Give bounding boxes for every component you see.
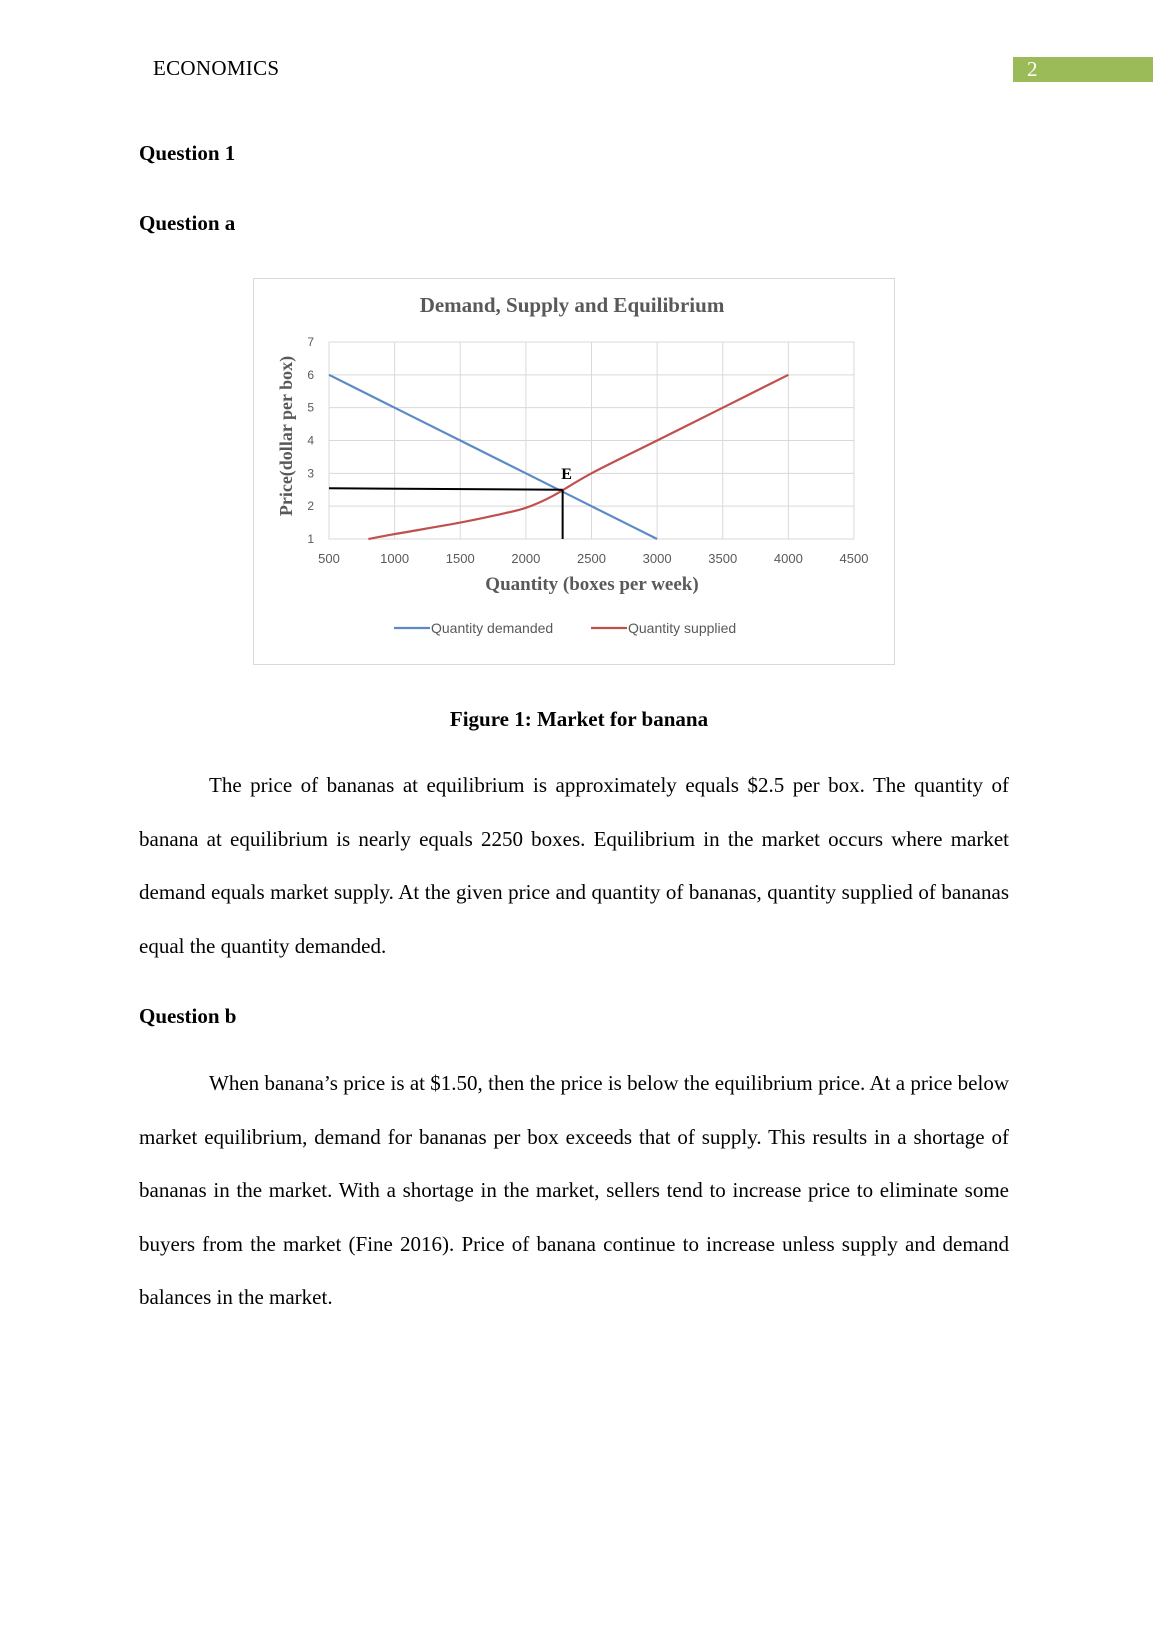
chart-title: Demand, Supply and Equilibrium [419,293,725,317]
demand-line [329,375,657,539]
heading-question-b: Question b [139,1004,237,1028]
running-header: ECONOMICS [153,56,280,80]
x-tick-label: 4500 [839,551,869,566]
chart-container [253,278,895,665]
x-tick-label: 500 [318,551,340,566]
y-tick-label: 2 [307,499,314,514]
legend-label: Quantity demanded [431,620,554,636]
x-tick-label: 4000 [773,551,803,566]
heading-question-1: Question 1 [139,141,236,165]
y-tick-label: 4 [307,433,314,448]
paragraph-answer-a: The price of bananas at equilibrium is approximately equals $2.5 per box. The quantity of banana at equilibrium is nearly equals 2250 boxes. Equilibrium in the market occurs where market demand equals market supply. At the given price and quantity of bananas, quantity supplied of bananas equal the quantity demanded. [139,773,1009,958]
y-tick-label: 1 [307,532,314,546]
y-tick-label: 5 [307,400,314,415]
x-tick-label: 2000 [511,551,541,566]
legend-label: Quantity supplied [628,620,737,636]
y-tick-label: 3 [307,466,314,481]
heading-question-a: Question a [139,211,236,235]
x-tick-label: 1500 [445,551,475,566]
x-axis-label: Quantity (boxes per week) [485,574,699,595]
figure-caption: Figure 1: Market for banana [449,707,709,731]
x-tick-label: 2500 [577,551,606,566]
paragraph-answer-b: When banana’s price is at $1.50, then the price is below the equilibrium price. At a price below market equilibrium, demand for bananas per box exceeds that of supply. This results in a shortage of bananas in the market. With a shortage in the market, sellers tend to increase price to eliminate some buyers from the market (Fine 2016). Price of banana continue to increase unless supply and demand balances in the market. [139,1071,1009,1309]
x-tick-label: 3000 [642,551,672,566]
demand-supply-chart [254,279,894,664]
page-number: 2 [1027,57,1038,81]
y-axis-label: Price(dollar per box) [276,355,296,517]
supply-line [368,375,788,539]
x-tick-label: 3500 [708,551,738,566]
x-tick-label: 1000 [380,551,410,566]
equilibrium-label: E [561,465,572,483]
y-tick-label: 6 [307,367,314,382]
equilibrium-price-line [329,488,563,490]
y-tick-label: 7 [307,335,314,349]
